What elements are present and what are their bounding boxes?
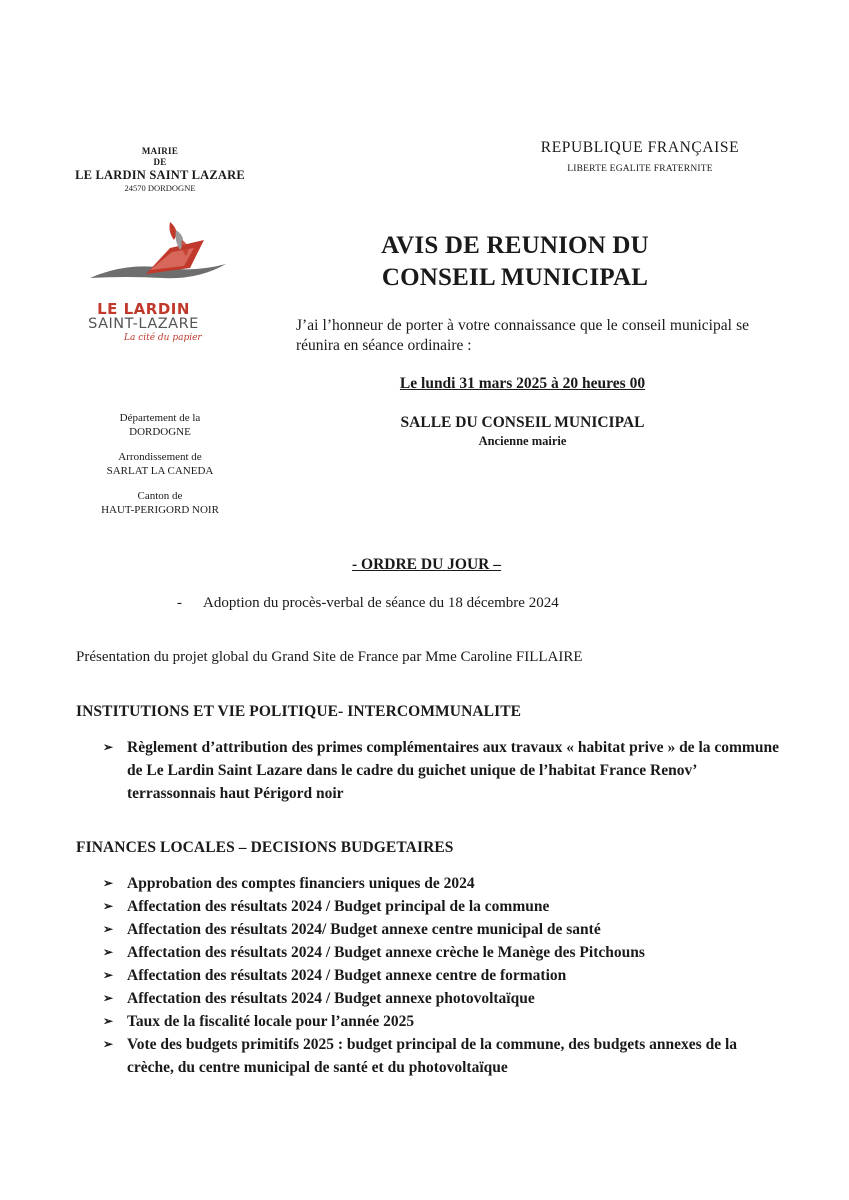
- agenda-item-adoption: Adoption du procès-verbal de séance du 18 décembre 2024: [203, 595, 559, 611]
- list-item: [103, 918, 783, 941]
- logo-tagline: La cité du papier: [124, 333, 202, 343]
- list-item-text: Affectation des résultats 2024/ Budget annexe centre municipal de santé: [127, 921, 601, 938]
- commune-logo: [86, 218, 236, 348]
- document-title: [330, 230, 700, 294]
- arrow-bullet-icon: ➢: [103, 945, 114, 959]
- arrondissement-label: Arrondissement de: [118, 451, 202, 463]
- title-line1: AVIS DE REUNION DU: [381, 232, 649, 259]
- arrow-bullet-icon: ➢: [103, 899, 114, 913]
- list-item: [103, 895, 783, 918]
- list-item-text: Règlement d’attribution des primes complémentaires aux travaux « habitat prive » de la commune de Le Lardin Saint Lazare dans le cadre du guichet unique de l’habitat France Renov’ terrassonnais haut Périgord noir: [127, 739, 779, 802]
- list-item: [103, 964, 783, 987]
- agenda-item-adoption-dash: -: [177, 595, 182, 611]
- logo-line1: LE LARDIN: [97, 300, 190, 318]
- mairie-label: MAIRIE: [141, 146, 179, 156]
- presentation-line: Présentation du projet global du Grand Site de France par Mme Caroline FILLAIRE: [76, 649, 583, 665]
- department-value: DORDOGNE: [129, 426, 191, 438]
- arrow-bullet-icon: ➢: [103, 991, 114, 1005]
- list-item-text: Affectation des résultats 2024 / Budget annexe photovoltaïque: [127, 990, 535, 1007]
- list-item: [103, 1033, 783, 1079]
- administrative-info: [70, 411, 250, 517]
- mairie-header: [60, 146, 260, 193]
- devise-label: LIBERTE EGALITE FRATERNITE: [567, 164, 713, 174]
- list-item: [103, 941, 783, 964]
- republique-header: [520, 139, 760, 174]
- republique-label: REPUBLIQUE FRANÇAISE: [540, 139, 740, 156]
- list-item-text: Vote des budgets primitifs 2025 : budget principal de la commune, des budgets annexes de la crèche, du centre municipal de santé et du photovoltaïque: [127, 1036, 738, 1076]
- list-item-text: Affectation des résultats 2024 / Budget annexe centre de formation: [127, 967, 567, 984]
- list-item-text: Affectation des résultats 2024 / Budget annexe crèche le Manège des Pitchouns: [127, 944, 645, 961]
- section-institutions-heading: INSTITUTIONS ET VIE POLITIQUE- INTERCOMMUNALITE: [76, 703, 522, 720]
- list-item: [103, 872, 783, 895]
- intro-paragraph: J’ai l’honneur de porter à votre connaissance que le conseil municipal se réunira en séance ordinaire :: [296, 317, 749, 354]
- title-line2: CONSEIL MUNICIPAL: [381, 264, 649, 291]
- section-finances-heading: FINANCES LOCALES – DECISIONS BUDGETAIRES: [76, 839, 454, 856]
- agenda-heading: - ORDRE DU JOUR –: [352, 556, 501, 573]
- list-item: [103, 736, 783, 805]
- meeting-date: Le lundi 31 mars 2025 à 20 heures 00: [399, 375, 646, 392]
- list-item: [103, 1010, 783, 1033]
- department-label: Département de la: [119, 412, 201, 424]
- canton-value: HAUT-PERIGORD NOIR: [101, 504, 219, 516]
- meeting-room-subtitle: Ancienne mairie: [478, 434, 567, 448]
- arrow-bullet-icon: ➢: [103, 968, 114, 982]
- arrow-bullet-icon: ➢: [103, 876, 114, 890]
- arrondissement-value: SARLAT LA CANEDA: [106, 465, 214, 477]
- logo-emblem-icon: [86, 218, 236, 298]
- canton-label: Canton de: [137, 490, 183, 502]
- logo-line2: SAINT-LAZARE: [88, 316, 199, 332]
- arrow-bullet-icon: ➢: [103, 1014, 114, 1028]
- list-item-text: Approbation des comptes financiers uniques de 2024: [127, 875, 475, 892]
- meeting-room: SALLE DU CONSEIL MUNICIPAL: [400, 414, 645, 431]
- mairie-de-label: DE: [153, 157, 167, 167]
- list-item: [103, 987, 783, 1010]
- postal-address: 24570 DORDOGNE: [124, 183, 196, 193]
- list-item-text: Affectation des résultats 2024 / Budget principal de la commune: [127, 898, 550, 915]
- commune-name: LE LARDIN SAINT LAZARE: [75, 168, 245, 182]
- list-item-text: Taux de la fiscalité locale pour l’année 2025: [127, 1013, 415, 1030]
- arrow-bullet-icon: ➢: [103, 922, 114, 936]
- arrow-bullet-icon: ➢: [103, 1037, 114, 1051]
- arrow-bullet-icon: ➢: [103, 740, 114, 754]
